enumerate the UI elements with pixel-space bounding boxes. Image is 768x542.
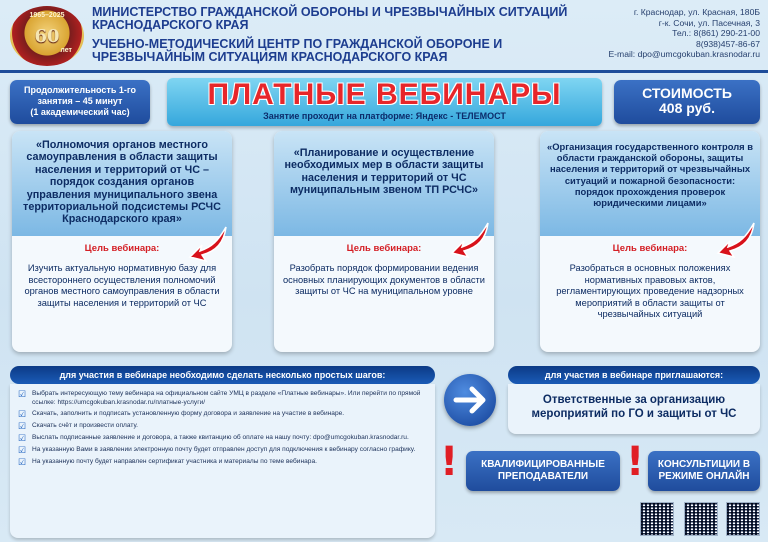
steps-header: для участия в вебинаре необходимо сделать несколько простых шагов: [10,366,435,384]
teachers-badge [466,451,620,491]
goal-label: Цель вебинара: [346,243,422,254]
checkbox-icon: ☑ [18,389,27,399]
goal-text: Разобраться в основных положениях нормативных правовых актов, регламентирующих проведение надзорных мероприятий в области защиты от чрезвычайных ситуаций [556,263,744,319]
ministry-title: МИНИСТЕРСТВО ГРАЖДАНСКОЙ ОБОРОНЫ И ЧРЕЗВЫЧАЙНЫХ СИТУАЦИЙ КРАСНОДАРСКОГО КРАЯ [92,5,568,32]
address-sochi: г-к. Сочи, ул. Пасечная, 3 [658,17,760,28]
goal-text: Изучить актуальную нормативную базу для всестороннего осуществления полномочий органов местного самоуправления в области защиты населения и территорий от ЧС [24,263,220,308]
exclamation-icon: ! [626,439,645,485]
webinar-title: «Организация государственного контроля в области гражданской обороны, защиты населения и территорий от чрезвычайных ситуаций и пожарной безопасности: порядок прохождения проверок юридическими лицами» [547,141,753,209]
goal-label: Цель вебинара: [84,243,160,254]
header-divider [0,70,768,73]
checkbox-icon: ☑ [18,433,27,444]
webinar-card-3[interactable] [540,131,760,352]
checkbox-icon: ☑ [18,445,27,456]
qr-code[interactable] [726,502,760,536]
price-label: СТОИМОСТЬ [642,85,732,101]
webinar-card-1[interactable] [12,131,232,352]
email-contact[interactable]: E-mail: dpo@umcgokuban.krasnodar.ru [608,49,760,60]
step-text: Выслать подписанные заявление и договора, а также квитанцию об оплате на нашу почту: dpo@umcgokuban.krasnodar.ru. [32,434,409,442]
banner-subtitle: Занятие проходит на платформе: Яндекс - ТЕЛЕМОСТ [263,111,506,121]
step-text: Выбрать интересующую тему вебинара на официальном сайте УМЦ в разделе «Платные вебинары». Или перейти по прямой ссылке: https://umcgokuban.krasnodar.ru/платные-услуги/ [32,390,421,406]
online-badge [648,451,760,491]
duration-line2: занятия – 45 минут [37,96,123,106]
emblem-number: 60 [34,25,60,47]
checkbox-icon: ☑ [18,421,27,432]
next-arrow-button[interactable] [444,374,496,426]
online-label: КОНСУЛЬТИЦИИ В РЕЖИМЕ ОНЛАЙН [657,459,751,482]
step-item [18,446,427,455]
duration-box [10,80,150,124]
banner [167,78,602,126]
webinar-title: «Планирование и осуществление необходимых мер в области защиты населения и территорий от ЧС муниципальным звеном ТП РСЧС» [284,147,484,197]
phone-main: Тел.: 8(861) 290-21-00 [672,28,760,39]
goal-text: Разобрать порядок формировании ведения основных планирующих документов в области защиты от ЧС на муниципальном уровне [283,263,485,296]
contacts-block [560,7,760,60]
invite-header: для участия в вебинаре приглашаются: [508,366,760,384]
pointer-arrow-icon [188,223,230,265]
emblem-logo [10,6,84,66]
steps-list [10,384,435,538]
emblem-years: 1965–2025 [29,12,65,19]
exclamation-icon: ! [440,439,459,485]
webinar-title: «Полномочия органов местного самоуправления в области защиты населения и территорий от ЧС – порядок создания органов управления муниципального звена территориальной подсистемы РСЧС Краснодарского края» [23,139,221,226]
checkbox-icon: ☑ [18,457,27,468]
invite-text: Ответственные за организацию мероприятий по ГО и защиты от ЧС [508,384,760,434]
step-text: На указанную почту будет направлен сертификат участника и материалы по теме вебинара. [32,458,317,466]
price-value: 408 руб. [659,100,715,116]
center-title: УЧЕБНО-МЕТОДИЧЕСКИЙ ЦЕНТР ПО ГРАЖДАНСКОЙ ОБОРОНЕ И ЧРЕЗВЫЧАЙНЫМ СИТУАЦИЯМ КРАСНОДАРСКОГО КРАЯ [92,37,503,64]
address-krasnodar: г. Краснодар, ул. Красная, 180Б [633,7,760,17]
checkbox-icon: ☑ [18,409,27,420]
arrow-right-icon [444,374,496,426]
price-box [614,80,760,124]
webinar-card-2[interactable] [274,131,494,352]
step-text: Скачать счёт и произвести оплату. [32,422,138,430]
duration-line3: (1 академический час) [30,107,130,117]
duration-line1: Продолжительность 1-го [23,85,137,95]
goal-label: Цель вебинара: [612,243,688,254]
step-item [18,390,427,407]
pointer-arrow-icon [716,219,758,261]
step-item [18,422,427,431]
step-item [18,410,427,419]
qr-code[interactable] [684,502,718,536]
step-text: На указанную Вами в заявлении электронную почту будет отправлен доступ для подключения к вебинару согласно графику. [32,446,416,454]
banner-title: ПЛАТНЫЕ ВЕБИНАРЫ [207,78,562,111]
phone-mobile: 8(938)457-86-67 [695,38,760,49]
pointer-arrow-icon [450,219,492,261]
teachers-label: КВАЛИФИЦИРОВАННЫЕ ПРЕПОДАВАТЕЛИ [481,459,605,482]
step-item [18,434,427,443]
step-item [18,458,427,467]
qr-code[interactable] [640,502,674,536]
step-text: Скачать, заполнить и подписать установленную форму договора и заявление на участие в вебинаре. [32,410,345,418]
emblem-suffix: лет [60,47,72,54]
